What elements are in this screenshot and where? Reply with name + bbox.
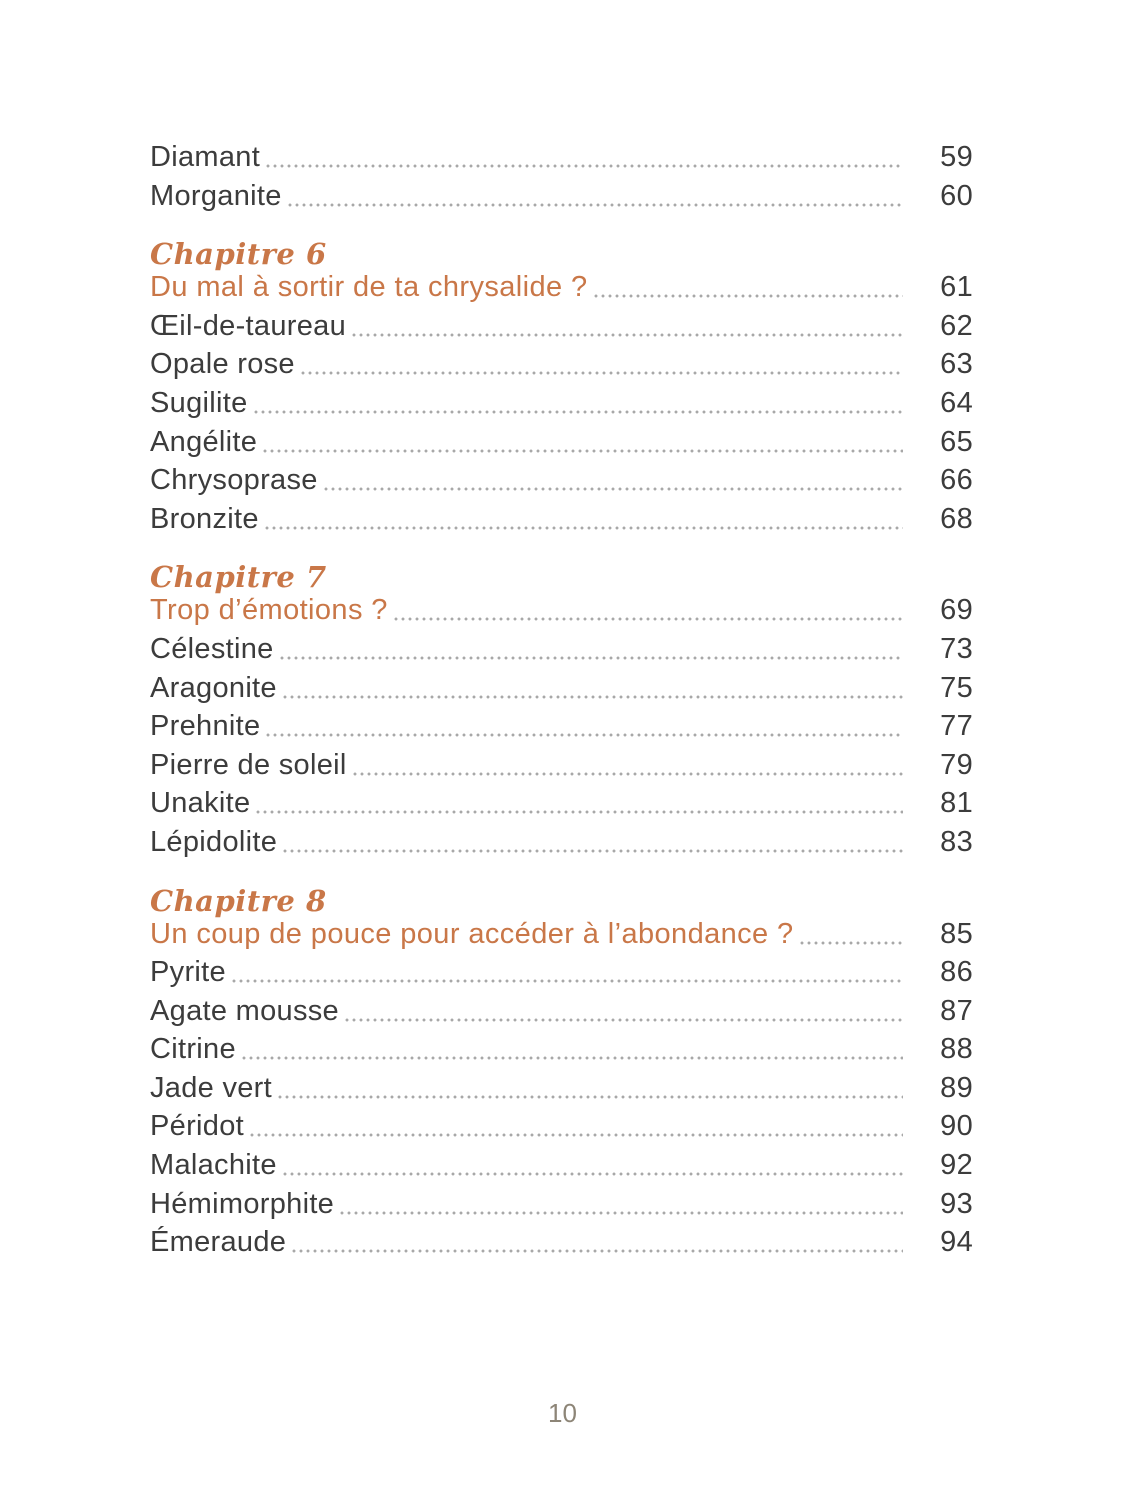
entry-label: Pierre de soleil xyxy=(150,748,347,781)
toc-entry[interactable] xyxy=(150,1188,973,1227)
dotted-leader xyxy=(263,449,903,453)
dotted-leader xyxy=(800,941,903,945)
entry-page-number: 89 xyxy=(940,1071,973,1104)
entry-page-number: 79 xyxy=(940,748,973,781)
dotted-leader xyxy=(394,617,903,621)
entry-page-number: 66 xyxy=(940,464,973,497)
dotted-leader xyxy=(232,979,903,983)
entry-label: Malachite xyxy=(150,1149,277,1182)
entry-label: Opale rose xyxy=(150,348,295,381)
toc-entry[interactable] xyxy=(150,1226,973,1265)
toc-entry[interactable] xyxy=(150,310,973,349)
entry-label: Pyrite xyxy=(150,956,226,989)
page-number-footer: 10 xyxy=(548,1398,577,1428)
dotted-leader xyxy=(242,1056,903,1060)
entry-label: Aragonite xyxy=(150,671,277,704)
chapter-title-entry[interactable] xyxy=(150,594,973,633)
dotted-leader xyxy=(324,487,903,491)
chapter-heading: Chapitre 6 xyxy=(150,237,327,272)
dotted-leader xyxy=(250,1133,903,1137)
toc-entry[interactable] xyxy=(150,180,973,219)
entry-label: Sugilite xyxy=(150,386,248,419)
toc-entry[interactable] xyxy=(150,710,973,749)
dotted-leader xyxy=(283,695,903,699)
dotted-leader xyxy=(352,333,903,337)
chapter-section-8 xyxy=(150,883,973,1265)
dotted-leader xyxy=(256,810,903,814)
dotted-leader xyxy=(292,1249,903,1253)
entry-page-number: 62 xyxy=(940,309,973,342)
chapter-heading: Chapitre 8 xyxy=(150,883,327,918)
toc-entry[interactable] xyxy=(150,633,973,672)
entry-label: Œil-de-taureau xyxy=(150,309,347,342)
toc-entry[interactable] xyxy=(150,956,973,995)
chapter-section-7 xyxy=(150,559,973,864)
dotted-leader xyxy=(340,1211,903,1215)
entry-label: Lépidolite xyxy=(150,825,278,858)
toc-entry[interactable] xyxy=(150,1149,973,1188)
dotted-leader xyxy=(283,849,903,853)
dotted-leader xyxy=(594,294,904,298)
chapter-heading: Chapitre 7 xyxy=(150,560,327,595)
dotted-leader xyxy=(265,526,903,530)
toc-entry[interactable] xyxy=(150,826,973,865)
entry-page-number: 65 xyxy=(940,425,973,458)
toc-entry[interactable] xyxy=(150,672,973,711)
entry-page-number: 88 xyxy=(940,1033,973,1066)
toc-entry[interactable] xyxy=(150,426,973,465)
dotted-leader xyxy=(288,203,903,207)
entry-page-number: 63 xyxy=(940,348,973,381)
entry-page-number: 75 xyxy=(940,671,973,704)
toc-entry[interactable] xyxy=(150,387,973,426)
entry-page-number: 59 xyxy=(940,141,973,173)
toc-entry[interactable] xyxy=(150,787,973,826)
entry-label: Angélite xyxy=(150,425,258,458)
entry-page-number: 93 xyxy=(940,1187,973,1220)
entry-page-number: 61 xyxy=(940,271,973,304)
entry-page-number: 85 xyxy=(940,917,973,950)
entry-page-number: 87 xyxy=(940,994,973,1027)
chapter-section-6 xyxy=(150,236,973,541)
toc-entry[interactable] xyxy=(150,141,973,180)
entry-label: Péridot xyxy=(150,1110,244,1143)
dotted-leader xyxy=(345,1018,903,1022)
chapter-title-entry[interactable] xyxy=(150,271,973,310)
chapter-title-entry[interactable] xyxy=(150,918,973,957)
entry-label: Citrine xyxy=(150,1033,236,1066)
entry-label: Jade vert xyxy=(150,1071,272,1104)
entry-page-number: 77 xyxy=(940,710,973,743)
entry-page-number: 83 xyxy=(940,825,973,858)
chapter-title: Un coup de pouce pour accéder à l’abondance ? xyxy=(150,917,794,950)
entry-label: Célestine xyxy=(150,632,274,665)
toc-entry[interactable] xyxy=(150,1072,973,1111)
entry-page-number: 86 xyxy=(940,956,973,989)
entry-page-number: 94 xyxy=(940,1226,973,1259)
dotted-leader xyxy=(301,371,903,375)
entry-label: Unakite xyxy=(150,787,251,820)
dotted-leader xyxy=(353,772,903,776)
dotted-leader xyxy=(266,164,903,168)
entry-page-number: 90 xyxy=(940,1110,973,1143)
entry-label: Diamant xyxy=(150,141,261,173)
toc-entry[interactable] xyxy=(150,464,973,503)
entry-label: Prehnite xyxy=(150,710,261,743)
toc-entry[interactable] xyxy=(150,995,973,1034)
dotted-leader xyxy=(254,410,903,414)
entry-page-number: 81 xyxy=(940,787,973,820)
entry-label: Morganite xyxy=(150,179,282,212)
entry-page-number: 64 xyxy=(940,386,973,419)
entry-page-number: 68 xyxy=(940,502,973,535)
toc-entry[interactable] xyxy=(150,1033,973,1072)
chapter-title: Du mal à sortir de ta chrysalide ? xyxy=(150,271,588,304)
dotted-leader xyxy=(266,733,903,737)
toc-entry[interactable] xyxy=(150,749,973,788)
chapter-title: Trop d’émotions ? xyxy=(150,594,388,627)
entry-label: Chrysoprase xyxy=(150,464,318,497)
dotted-leader xyxy=(278,1095,903,1099)
entry-label: Hémimorphite xyxy=(150,1187,335,1220)
dotted-leader xyxy=(280,656,903,660)
toc-entry[interactable] xyxy=(150,503,973,542)
entry-page-number: 92 xyxy=(940,1149,973,1182)
entry-label: Émeraude xyxy=(150,1226,287,1259)
toc-entry[interactable] xyxy=(150,1110,973,1149)
entry-page-number: 69 xyxy=(940,594,973,627)
entry-page-number: 60 xyxy=(940,179,973,212)
entry-page-number: 73 xyxy=(940,632,973,665)
toc-entry[interactable] xyxy=(150,348,973,387)
entry-label: Agate mousse xyxy=(150,994,339,1027)
dotted-leader xyxy=(283,1172,903,1176)
entry-label: Bronzite xyxy=(150,502,259,535)
